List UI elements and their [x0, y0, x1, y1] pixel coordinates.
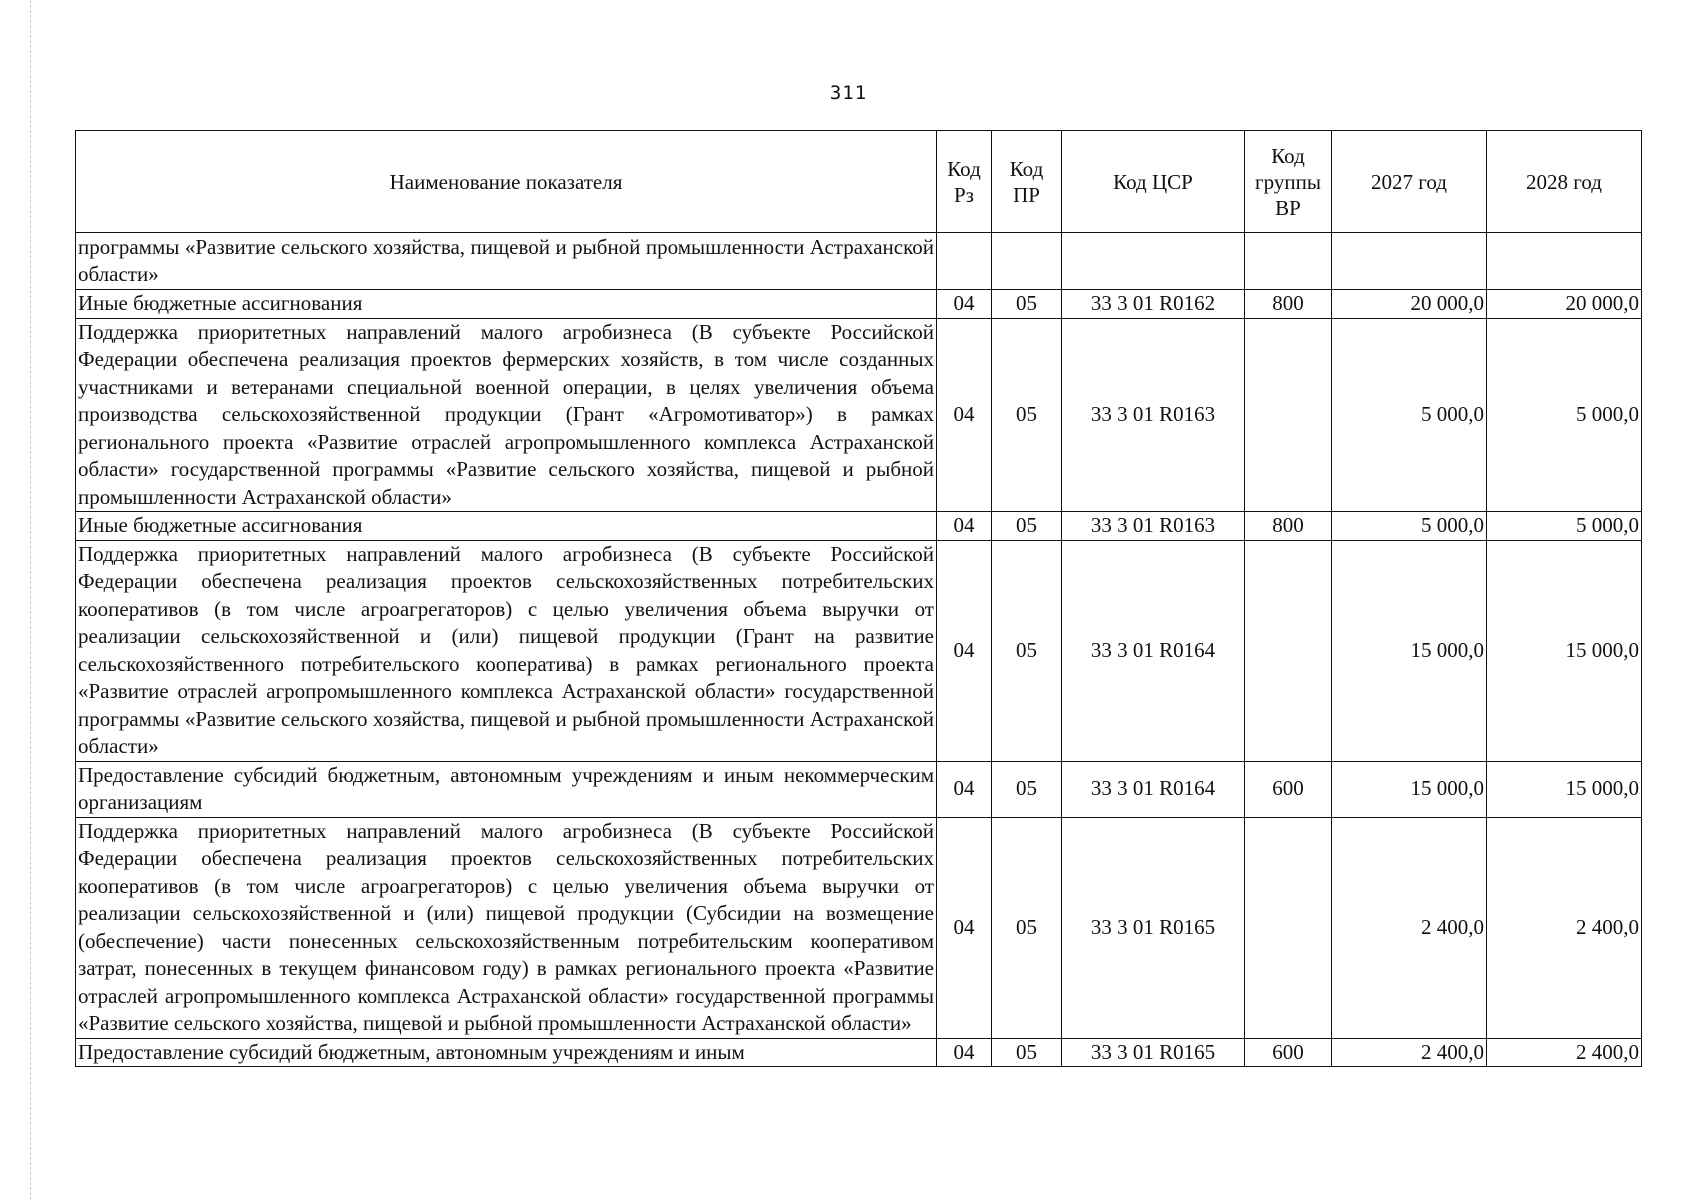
row-pr: 05: [992, 761, 1062, 817]
row-csr: 33 3 01 R0165: [1062, 817, 1245, 1038]
row-pr: 05: [992, 1038, 1062, 1067]
row-pr: 05: [992, 817, 1062, 1038]
row-name: Предоставление субсидий бюджетным, автономным учреждениям и иным некоммерческим организациям: [76, 761, 937, 817]
scan-edge-line: [30, 0, 31, 1200]
row-name: программы «Развитие сельского хозяйства, пищевой и рыбной промышленности Астраханской области»: [76, 233, 937, 290]
row-2027: 20 000,0: [1332, 290, 1487, 319]
row-pr: 05: [992, 290, 1062, 319]
row-name: Иные бюджетные ассигнования: [76, 290, 937, 319]
row-vr: [1245, 318, 1332, 512]
row-2027: 5 000,0: [1332, 318, 1487, 512]
header-rz: Код Рз: [937, 131, 992, 233]
table-row: [76, 1038, 1642, 1067]
header-2027: 2027 год: [1332, 131, 1487, 233]
table-row: [76, 540, 1642, 761]
row-name: Поддержка приоритетных направлений малого агробизнеса (В субъекте Российской Федерации обеспечена реализация проектов фермерских хозяйств, в том числе созданных участниками и ветеранами специальной военной операции, в целях увеличения объема производства сельскохозяйственной продукции (Грант «Агромотиватор») в рамках регионального проекта «Развитие отраслей агропромышленного комплекса Астраханской области» государственной программы «Развитие сельского хозяйства, пищевой и рыбной промышленности Астраханской области»: [76, 318, 937, 512]
row-csr: 33 3 01 R0163: [1062, 512, 1245, 541]
table-row: [76, 761, 1642, 817]
row-2027: 2 400,0: [1332, 1038, 1487, 1067]
row-rz: 04: [937, 1038, 992, 1067]
row-csr: 33 3 01 R0162: [1062, 290, 1245, 319]
row-2027: 15 000,0: [1332, 761, 1487, 817]
row-2028: 15 000,0: [1487, 761, 1642, 817]
row-name: Поддержка приоритетных направлений малого агробизнеса (В субъекте Российской Федерации обеспечена реализация проектов сельскохозяйственных потребительских кооперативов (в том числе агроагрегаторов) с целью увеличения объема выручки от реализации сельскохозяйственной и (или) пищевой продукции (Грант на развитие сельскохозяйственного потребительского кооператива) в рамках регионального проекта «Развитие отраслей агропромышленного комплекса Астраханской области» государственной программы «Развитие сельского хозяйства, пищевой и рыбной промышленности Астраханской области»: [76, 540, 937, 761]
row-vr: [1245, 233, 1332, 290]
header-name: Наименование показателя: [76, 131, 937, 233]
row-rz: 04: [937, 761, 992, 817]
row-2028: [1487, 233, 1642, 290]
row-pr: 05: [992, 540, 1062, 761]
row-csr: [1062, 233, 1245, 290]
table-row: [76, 318, 1642, 512]
page-number: 311: [829, 82, 868, 104]
table-header-row: [76, 131, 1642, 233]
row-rz: 04: [937, 318, 992, 512]
row-name: Иные бюджетные ассигнования: [76, 512, 937, 541]
header-2028: 2028 год: [1487, 131, 1642, 233]
row-name: Предоставление субсидий бюджетным, автономным учреждениям и иным: [76, 1038, 937, 1067]
row-csr: 33 3 01 R0164: [1062, 761, 1245, 817]
row-vr: [1245, 817, 1332, 1038]
row-2028: 5 000,0: [1487, 318, 1642, 512]
row-pr: 05: [992, 318, 1062, 512]
table-row: [76, 512, 1642, 541]
row-vr: [1245, 540, 1332, 761]
row-2027: [1332, 233, 1487, 290]
row-vr: 600: [1245, 1038, 1332, 1067]
header-pr: Код ПР: [992, 131, 1062, 233]
row-2028: 2 400,0: [1487, 817, 1642, 1038]
row-csr: 33 3 01 R0163: [1062, 318, 1245, 512]
row-vr: 600: [1245, 761, 1332, 817]
row-pr: 05: [992, 512, 1062, 541]
table-row: [76, 290, 1642, 319]
row-2027: 15 000,0: [1332, 540, 1487, 761]
row-rz: 04: [937, 512, 992, 541]
row-pr: [992, 233, 1062, 290]
row-name: Поддержка приоритетных направлений малого агробизнеса (В субъекте Российской Федерации обеспечена реализация проектов сельскохозяйственных потребительских кооперативов (в том числе агроагрегаторов) с целью увеличения объема выручки от реализации сельскохозяйственной и (или) пищевой продукции (Субсидии на возмещение (обеспечение) части понесенных сельскохозяйственным потребительским кооперативом затрат, понесенных в текущем финансовом году) в рамках регионального проекта «Развитие отраслей агропромышленного комплекса Астраханской области» государственной программы «Развитие сельского хозяйства, пищевой и рыбной промышленности Астраханской области»: [76, 817, 937, 1038]
table-row: [76, 817, 1642, 1038]
row-2028: 2 400,0: [1487, 1038, 1642, 1067]
header-vr: Код группы ВР: [1245, 131, 1332, 233]
row-csr: 33 3 01 R0165: [1062, 1038, 1245, 1067]
row-rz: 04: [937, 290, 992, 319]
row-2028: 5 000,0: [1487, 512, 1642, 541]
row-rz: 04: [937, 817, 992, 1038]
row-rz: 04: [937, 540, 992, 761]
budget-table: [75, 130, 1642, 1067]
header-csr: Код ЦСР: [1062, 131, 1245, 233]
row-2027: 5 000,0: [1332, 512, 1487, 541]
row-vr: 800: [1245, 290, 1332, 319]
row-csr: 33 3 01 R0164: [1062, 540, 1245, 761]
row-vr: 800: [1245, 512, 1332, 541]
row-2028: 20 000,0: [1487, 290, 1642, 319]
table-row: [76, 233, 1642, 290]
row-2027: 2 400,0: [1332, 817, 1487, 1038]
row-2028: 15 000,0: [1487, 540, 1642, 761]
row-rz: [937, 233, 992, 290]
